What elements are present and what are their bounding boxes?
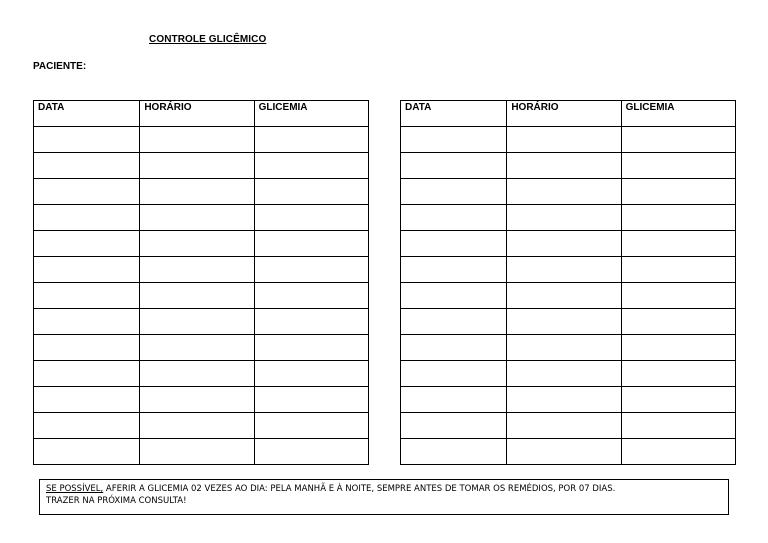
time-cell[interactable] (140, 205, 254, 231)
date-cell[interactable] (34, 335, 140, 361)
time-cell[interactable] (140, 153, 254, 179)
header-data: DATA (34, 101, 140, 127)
glucose-table-right (400, 100, 736, 465)
glucose-cell[interactable] (254, 439, 368, 465)
glucose-cell[interactable] (621, 257, 735, 283)
time-cell[interactable] (507, 257, 621, 283)
time-cell[interactable] (140, 231, 254, 257)
table-row (401, 179, 736, 205)
time-cell[interactable] (140, 309, 254, 335)
table-row (401, 413, 736, 439)
table-row (34, 413, 369, 439)
header-glicemia: GLICEMIA (621, 101, 735, 127)
time-cell[interactable] (507, 179, 621, 205)
glucose-cell[interactable] (621, 205, 735, 231)
date-cell[interactable] (34, 179, 140, 205)
date-cell[interactable] (401, 387, 507, 413)
table-row (401, 283, 736, 309)
table-row (34, 361, 369, 387)
time-cell[interactable] (507, 361, 621, 387)
glucose-cell[interactable] (621, 127, 735, 153)
table-row (34, 283, 369, 309)
header-horario: HORÁRIO (140, 101, 254, 127)
glucose-cell[interactable] (621, 179, 735, 205)
glucose-cell[interactable] (254, 153, 368, 179)
time-cell[interactable] (507, 309, 621, 335)
table-row (34, 231, 369, 257)
table-row (34, 153, 369, 179)
glucose-cell[interactable] (621, 283, 735, 309)
date-cell[interactable] (401, 439, 507, 465)
glucose-cell[interactable] (254, 309, 368, 335)
time-cell[interactable] (507, 153, 621, 179)
table-row (34, 387, 369, 413)
instructions-box (39, 479, 729, 515)
instructions-line-2: TRAZER NA PRÓXIMA CONSULTA! (46, 496, 187, 506)
table-row (401, 231, 736, 257)
header-data: DATA (401, 101, 507, 127)
time-cell[interactable] (507, 335, 621, 361)
time-cell[interactable] (140, 439, 254, 465)
table-row (401, 439, 736, 465)
table-row (34, 439, 369, 465)
time-cell[interactable] (507, 205, 621, 231)
date-cell[interactable] (401, 231, 507, 257)
time-cell[interactable] (507, 283, 621, 309)
glucose-cell[interactable] (254, 231, 368, 257)
time-cell[interactable] (507, 413, 621, 439)
table-header-row (401, 101, 736, 127)
table-row (401, 257, 736, 283)
glucose-cell[interactable] (621, 387, 735, 413)
date-cell[interactable] (401, 257, 507, 283)
glucose-cell[interactable] (621, 439, 735, 465)
glucose-cell[interactable] (621, 153, 735, 179)
time-cell[interactable] (140, 335, 254, 361)
date-cell[interactable] (401, 283, 507, 309)
glucose-cell[interactable] (621, 361, 735, 387)
table-row (34, 127, 369, 153)
table-row (34, 179, 369, 205)
time-cell[interactable] (507, 231, 621, 257)
header-horario: HORÁRIO (507, 101, 621, 127)
date-cell[interactable] (34, 309, 140, 335)
glucose-cell[interactable] (621, 335, 735, 361)
date-cell[interactable] (401, 335, 507, 361)
table-row (34, 309, 369, 335)
date-cell[interactable] (401, 179, 507, 205)
date-cell[interactable] (401, 153, 507, 179)
date-cell[interactable] (34, 127, 140, 153)
glucose-cell[interactable] (254, 127, 368, 153)
patient-label: PACIENTE: (33, 61, 87, 72)
instructions-line-1 (46, 483, 722, 495)
instructions-emphasis: SE POSSÍVEL, (46, 484, 104, 494)
date-cell[interactable] (401, 205, 507, 231)
date-cell[interactable] (401, 361, 507, 387)
date-cell[interactable] (34, 231, 140, 257)
table-row (34, 257, 369, 283)
date-cell[interactable] (34, 257, 140, 283)
time-cell[interactable] (140, 283, 254, 309)
glucose-cell[interactable] (254, 257, 368, 283)
time-cell[interactable] (507, 127, 621, 153)
date-cell[interactable] (34, 387, 140, 413)
date-cell[interactable] (34, 413, 140, 439)
glucose-cell[interactable] (254, 361, 368, 387)
header-glicemia: GLICEMIA (254, 101, 368, 127)
table-row (34, 335, 369, 361)
date-cell[interactable] (401, 127, 507, 153)
table-row (401, 309, 736, 335)
table-row (401, 153, 736, 179)
instructions-text: AFERIR A GLICEMIA 02 VEZES AO DIA: PELA MANHÃ E À NOITE, SEMPRE ANTES DE TOMAR OS REMÉDIOS, POR 07 DIAS. (103, 484, 616, 494)
glucose-cell[interactable] (254, 283, 368, 309)
time-cell[interactable] (507, 387, 621, 413)
glucose-cell[interactable] (621, 309, 735, 335)
table-row (34, 205, 369, 231)
date-cell[interactable] (34, 283, 140, 309)
time-cell[interactable] (140, 387, 254, 413)
date-cell[interactable] (34, 361, 140, 387)
glucose-cell[interactable] (254, 335, 368, 361)
glucose-cell[interactable] (254, 413, 368, 439)
time-cell[interactable] (140, 179, 254, 205)
glucose-cell[interactable] (621, 231, 735, 257)
time-cell[interactable] (140, 361, 254, 387)
glucose-cell[interactable] (621, 413, 735, 439)
table-row (401, 387, 736, 413)
glucose-cell[interactable] (254, 205, 368, 231)
date-cell[interactable] (34, 153, 140, 179)
page-title: CONTROLE GLICÊMICO (149, 34, 267, 45)
table-row (401, 335, 736, 361)
table-row (401, 127, 736, 153)
time-cell[interactable] (140, 413, 254, 439)
date-cell[interactable] (34, 205, 140, 231)
table-header-row (34, 101, 369, 127)
glucose-table-left (33, 100, 369, 465)
time-cell[interactable] (140, 127, 254, 153)
table-row (401, 205, 736, 231)
glucose-cell[interactable] (254, 387, 368, 413)
time-cell[interactable] (507, 439, 621, 465)
date-cell[interactable] (401, 309, 507, 335)
date-cell[interactable] (34, 439, 140, 465)
time-cell[interactable] (140, 257, 254, 283)
table-row (401, 361, 736, 387)
glucose-cell[interactable] (254, 179, 368, 205)
date-cell[interactable] (401, 413, 507, 439)
